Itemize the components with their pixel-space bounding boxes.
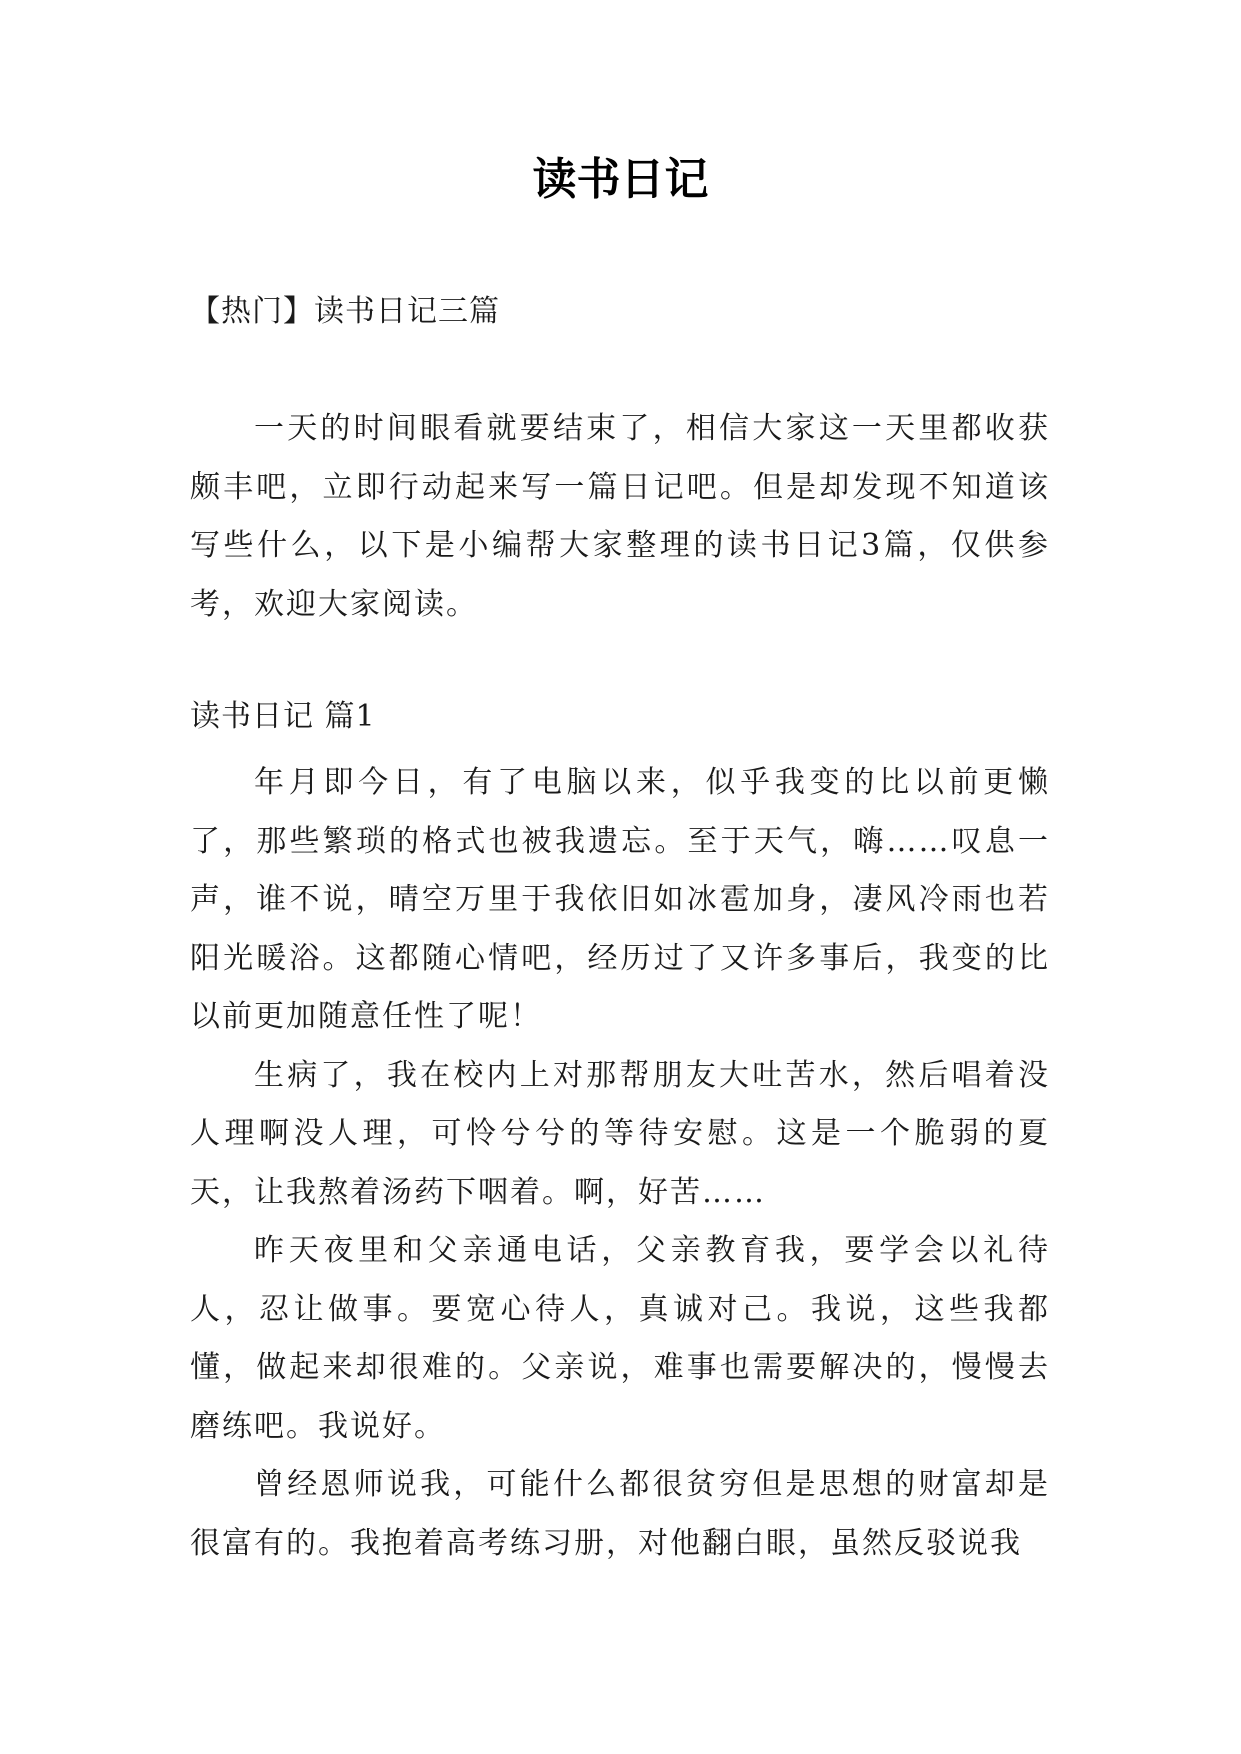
article-paragraph: 昨天夜里和父亲通电话，父亲教育我，要学会以礼待人，忍让做事。要宽心待人，真诚对己。我说，这些我都懂，做起来却很难的。父亲说，难事也需要解决的，慢慢去磨练吧。我说好。: [190, 1233, 1050, 1444]
document-subtitle: 【热门】读书日记三篇: [190, 294, 500, 329]
intro-paragraph: 一天的时间眼看就要结束了，相信大家这一天里都收获颇丰吧，立即行动起来写一篇日记吧。但是却发现不知道该写些什么，以下是小编帮大家整理的读书日记3篇，仅供参考，欢迎大家阅读。: [190, 411, 1050, 622]
article-paragraph: 曾经恩师说我，可能什么都很贫穷但是思想的财富却是很富有的。我抱着高考练习册，对他翻白眼，虽然反驳说我: [190, 1467, 1050, 1561]
article-paragraph: 年月即今日，有了电脑以来，似乎我变的比以前更懒了，那些繁琐的格式也被我遗忘。至于天气，嗨……叹息一声，谁不说，晴空万里于我依旧如冰雹加身，凄风冷雨也若阳光暖浴。这都随心情吧，经历过了又许多事后，我变的比以前更加随意任性了呢！: [190, 765, 1050, 1034]
article-body: [190, 754, 1050, 1573]
document-title: 读书日记: [532, 154, 709, 205]
section-heading: 读书日记 篇1: [190, 699, 376, 734]
article-paragraph: 生病了，我在校内上对那帮朋友大吐苦水，然后唱着没人理啊没人理，可怜兮兮的等待安慰。这是一个脆弱的夏天，让我熬着汤药下咽着。啊，好苦……: [190, 1057, 1050, 1210]
